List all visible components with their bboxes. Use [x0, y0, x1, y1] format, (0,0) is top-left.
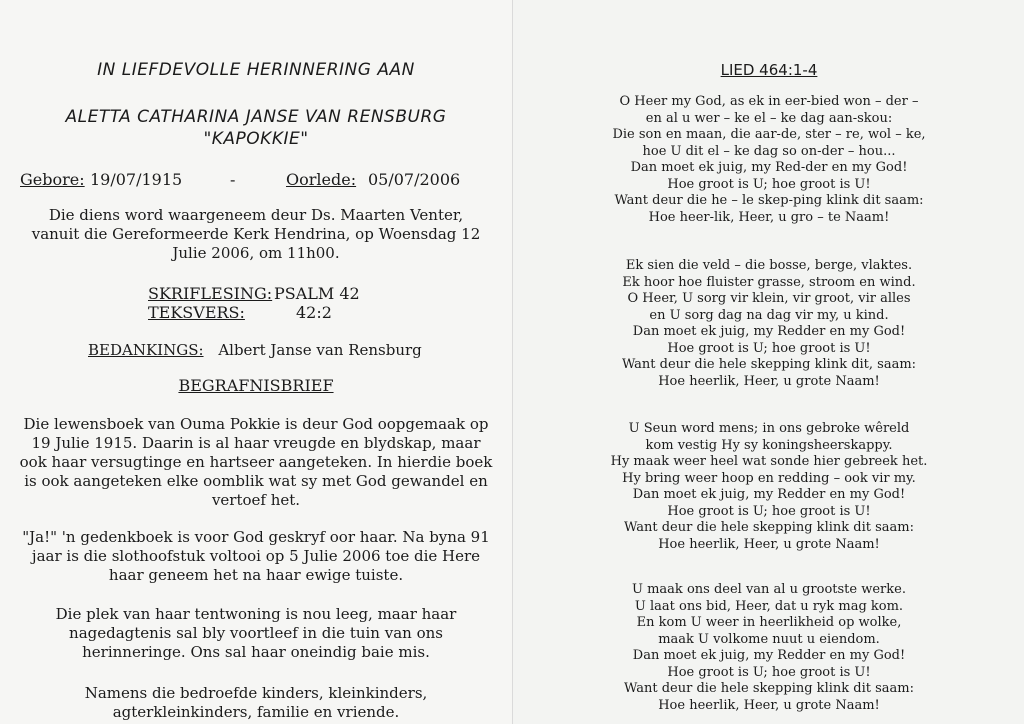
paragraph-family: Namens die bedroefde kinders, kleinkinders, agterkleinkinders, familie en vriende.	[84, 684, 428, 721]
died-label: Oorlede:	[286, 170, 357, 189]
hymn-title: LIED 464:1-4	[720, 61, 818, 79]
hymn-line: Hoe groot is U; hoe groot is U!	[667, 176, 871, 192]
scripture-block	[140, 284, 420, 322]
hymn-verse-4	[513, 582, 1024, 714]
born-date: 19/07/1915	[90, 170, 183, 189]
hymn-line: Hoe groot is U; hoe groot is U!	[667, 664, 871, 680]
hymn-line: Hoe heer-lik, Heer, u gro – te Naam!	[648, 209, 890, 225]
hymn-line: O Heer, U sorg vir klein, vir groot, vir alles	[627, 291, 911, 306]
paragraph-memorial-book: "Ja!" 'n gedenkboek is voor God geskryf oor haar. Na byna 91 jaar is die slothoofstuk voltooi op 5 Julie 2006 toe die Here haar geneem het na haar ewige tuiste.	[22, 528, 490, 584]
hymn-line: Hoe groot is U; hoe groot is U!	[667, 503, 871, 519]
hymn-line: Dan moet ek juig, my Redder en my God!	[632, 487, 906, 502]
hymn-line: Hoe heerlik, Heer, u grote Naam!	[658, 536, 880, 552]
text-label: TEKSVERS:	[148, 303, 245, 322]
paragraph-life-book: Die lewensboek van Ouma Pokkie is deur God oopgemaak op 19 Julie 1915. Daarin is al haar vreugde en blydskap, maar ook haar versugtinge en hartseer aangeteken. In hierdie boek is ook aangeteken elke oomblik wat sy met God gewandel en vertoef het.	[19, 415, 493, 509]
funeral-letter-title: BEGRAFNISBRIEF	[178, 376, 334, 395]
hymn-line: Hy bring weer hoop en redding – ook vir my.	[622, 470, 916, 486]
hymn-verse-3	[513, 421, 1024, 553]
date-separator: -	[230, 170, 236, 189]
thanks-line	[88, 341, 508, 359]
hymn-line: Ek hoor hoe fluister grasse, stroom en wind.	[622, 274, 916, 290]
hymn-line: U laat ons bid, Heer, dat u ryk mag kom.	[634, 598, 904, 614]
hymn-line: Hoe heerlik, Heer, u grote Naam!	[658, 373, 880, 389]
reading-label: SKRIFLESING:	[148, 284, 273, 303]
thanks-name: Albert Janse van Rensburg	[218, 341, 422, 359]
born-label: Gebore:	[20, 170, 85, 189]
hymn-line: Want deur die hele skepping klink dit saam:	[624, 681, 914, 696]
deceased-full-name: ALETTA CATHARINA JANSE VAN RENSBURG	[65, 107, 447, 127]
hymn-verse-1	[513, 94, 1024, 226]
hymn-line: O Heer my God, as ek in eer-bied won – der –	[619, 94, 919, 109]
paragraph-remembrance: Die plek van haar tentwoning is nou leeg, maar haar nagedagtenis sal bly voortleef in die tuin van ons herinneringe. Ons sal haar oneindig baie mis.	[55, 605, 457, 661]
hymn-line: Hoe groot is U; hoe groot is U!	[667, 340, 871, 356]
hymn-line: en al u wer – ke el – ke dag aan-skou:	[645, 110, 893, 126]
hymn-line: Dan moet ek juig, my Redder en my God!	[632, 648, 906, 663]
hymn-line: Dan moet ek juig, my Redder en my God!	[632, 324, 906, 339]
hymn-line: En kom U weer in heerlikheid op wolke,	[636, 615, 902, 630]
hymn-line: Hy maak weer heel wat sonde hier gebreek het.	[610, 454, 928, 469]
thanks-label: BEDANKINGS:	[88, 341, 204, 359]
hymn-line: Want deur die hele skepping klink dit, saam:	[621, 357, 917, 372]
hymn-line: Dan moet ek juig, my Red-der en my God!	[630, 160, 908, 175]
hymn-line: U Seun word mens; in ons gebroke wêreld	[628, 421, 910, 436]
hymn-verse-2	[513, 258, 1024, 390]
text-value: 42:2	[296, 303, 332, 322]
memorial-title: IN LIEFDEVOLLE HERINNERING AAN	[97, 60, 415, 80]
deceased-nickname: "KAPOKKIE"	[203, 129, 309, 149]
hymn-line: hoe U dit el – ke dag so on-der – hou...	[642, 143, 896, 159]
hymn-line: maak U volkome nuut u eiendom.	[658, 631, 880, 647]
life-dates	[20, 170, 490, 194]
reading-value: PSALM 42	[274, 284, 360, 303]
service-details: Die diens word waargeneem deur Ds. Maarten Venter, vanuit die Gereformeerde Kerk Hendrina, op Woensdag 12 Julie 2006, om 11h00.	[31, 206, 481, 262]
hymn-line: Want deur die hele skepping klink dit saam:	[624, 520, 914, 535]
hymn-line: U maak ons deel van al u grootste werke.	[632, 582, 906, 597]
hymn-line: Want deur die he – le skep-ping klink dit saam:	[614, 193, 924, 208]
hymn-line: kom vestig Hy sy koningsheerskappy.	[645, 437, 893, 453]
right-page	[512, 0, 1024, 724]
deceased-name	[0, 106, 512, 150]
hymn-line: Hoe heerlik, Heer, u grote Naam!	[658, 697, 880, 713]
hymn-line: en U sorg dag na dag vir my, u kind.	[649, 307, 889, 323]
hymn-line: Ek sien die veld – die bosse, berge, vlaktes.	[625, 258, 913, 273]
died-date: 05/07/2006	[368, 170, 461, 189]
hymn-line: Die son en maan, die aar-de, ster – re, wol – ke,	[612, 127, 926, 142]
